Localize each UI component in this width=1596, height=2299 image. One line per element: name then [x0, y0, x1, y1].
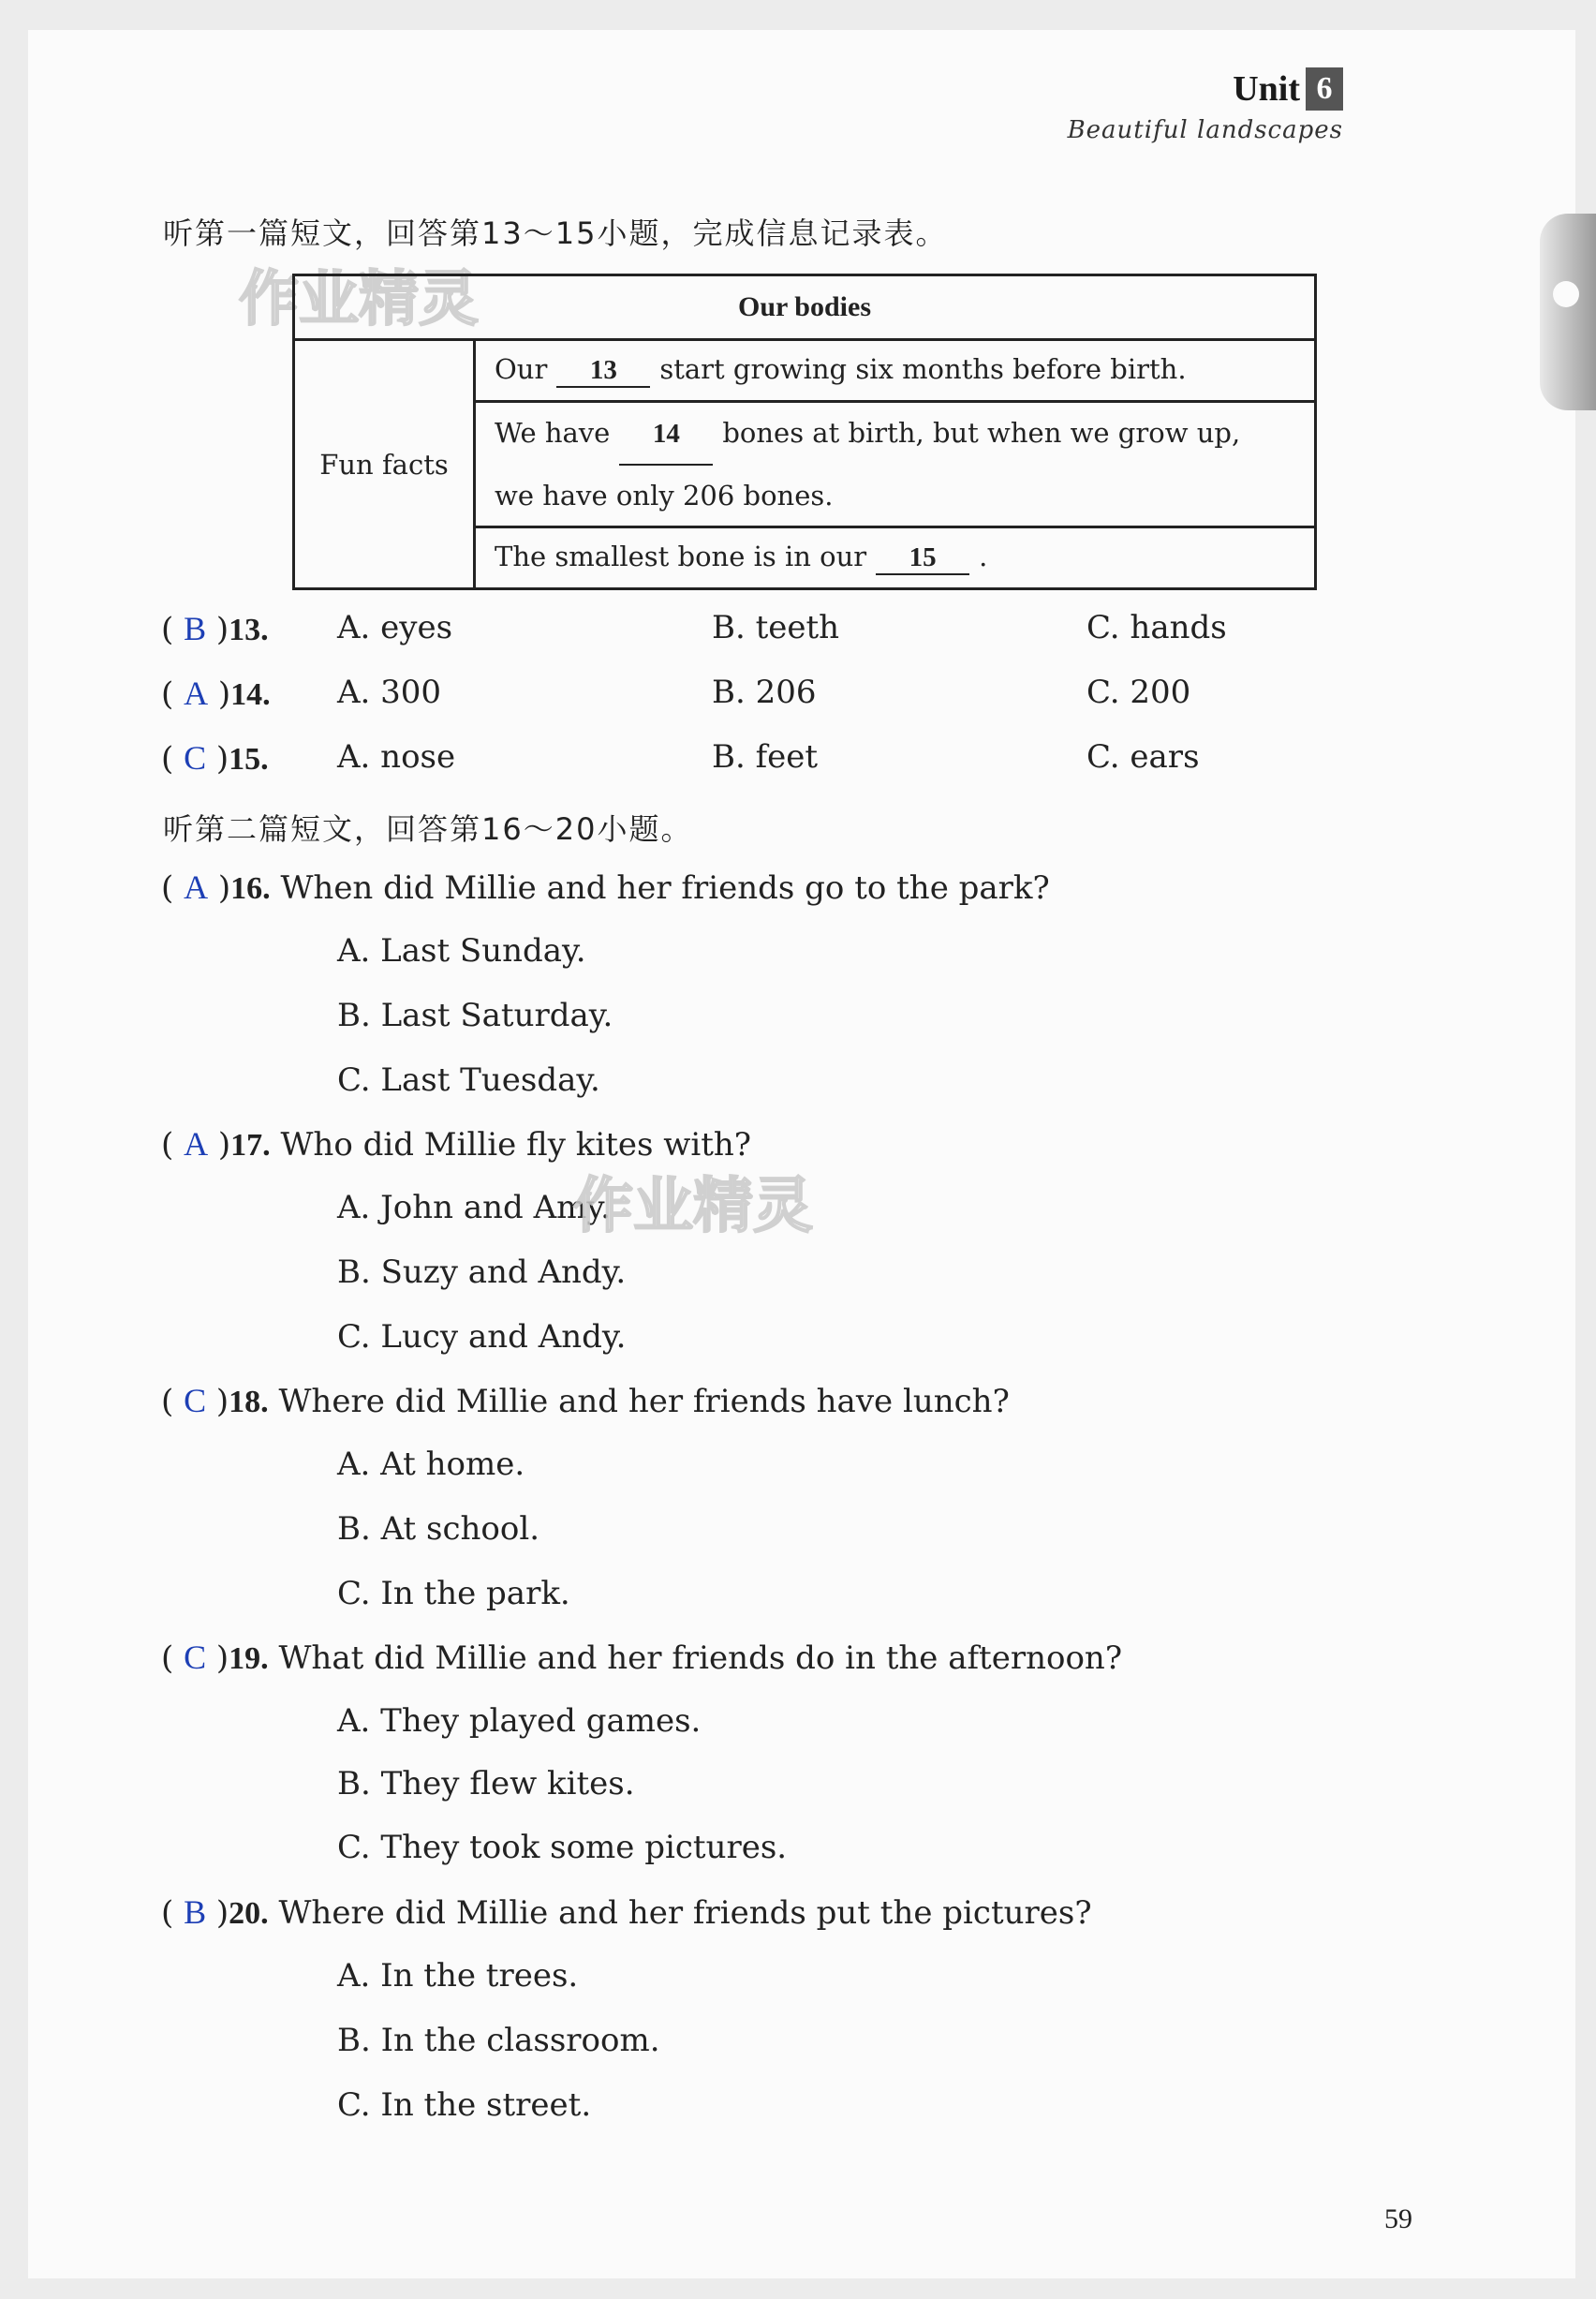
blank-14: 14 [619, 404, 713, 466]
question-17-text: Who did Millie fly kites with? [280, 1126, 752, 1164]
question-17: ( A )17. Who did Millie fly kites with? [161, 1125, 752, 1164]
option-13a: A. eyes [337, 609, 453, 646]
answer-14: A [184, 675, 209, 712]
option-20b: B. In the classroom. [337, 2022, 660, 2059]
unit-label: Unit [1233, 69, 1300, 109]
option-15c: C. ears [1086, 738, 1200, 776]
unit-number-badge: 6 [1306, 67, 1343, 111]
option-19c: C. They took some pictures. [337, 1829, 788, 1866]
option-16a: A. Last Sunday. [337, 932, 586, 970]
question-19-text: What did Millie and her friends do in the afternoon? [278, 1639, 1123, 1677]
answer-13: B [184, 610, 207, 647]
answer-16: A [184, 868, 209, 906]
section1-instruction: 听第一篇短文，回答第13～15小题，完成信息记录表。 [163, 215, 948, 251]
option-18a: A. At home. [337, 1446, 525, 1483]
answer-15: C [184, 739, 207, 777]
option-15a: A. nose [337, 738, 456, 776]
table-row-label: Fun facts [294, 340, 475, 589]
unit-subtitle: Beautiful landscapes [1067, 116, 1343, 144]
answer-17: A [184, 1125, 209, 1163]
watermark-middle: 作业精灵 [573, 1172, 813, 1241]
table-row-1: Our 13 start growing six months before birth. [475, 340, 1316, 402]
option-14b: B. 206 [712, 674, 817, 711]
question-18: ( C )18. Where did Millie and her friends have lunch? [161, 1382, 1010, 1420]
question-13: ( B )13. [161, 610, 269, 648]
answer-19: C [184, 1639, 207, 1676]
unit-header [1068, 67, 1343, 144]
table-title: Our bodies [294, 275, 1316, 340]
option-16c: C. Last Tuesday. [337, 1061, 600, 1099]
question-16-text: When did Millie and her friends go to the park? [280, 869, 1050, 907]
option-13c: C. hands [1086, 609, 1227, 646]
question-15: ( C )15. [161, 739, 269, 778]
option-18b: B. At school. [337, 1510, 540, 1548]
question-16: ( A )16. When did Millie and her friends go to the park? [161, 868, 1050, 907]
section2-instruction: 听第二篇短文，回答第16～20小题。 [163, 811, 693, 847]
blank-13: 13 [556, 355, 650, 388]
question-18-text: Where did Millie and her friends have lunch? [278, 1383, 1010, 1420]
side-decoration [1540, 214, 1596, 410]
option-14c: C. 200 [1086, 674, 1191, 711]
option-20a: A. In the trees. [337, 1957, 579, 1995]
question-20: ( B )20. Where did Millie and her friends put the pictures? [161, 1893, 1092, 1932]
question-19: ( C )19. What did Millie and her friends do in the afternoon? [161, 1639, 1123, 1677]
side-decoration-swirl [1553, 281, 1579, 307]
option-19b: B. They flew kites. [337, 1765, 635, 1802]
answer-18: C [184, 1382, 207, 1419]
option-19a: A. They played games. [337, 1702, 702, 1740]
option-18c: C. In the park. [337, 1575, 570, 1612]
question-20-text: Where did Millie and her friends put the pictures? [278, 1894, 1092, 1932]
option-13b: B. teeth [712, 609, 840, 646]
question-14: ( A )14. [161, 675, 271, 713]
answer-20: B [184, 1893, 207, 1931]
option-16b: B. Last Saturday. [337, 997, 613, 1034]
option-14a: A. 300 [337, 674, 442, 711]
table-row-2: We have 14 bones at birth, but when we grow up, we have only 206 bones. [475, 402, 1316, 527]
option-17c: C. Lucy and Andy. [337, 1318, 627, 1356]
info-table [292, 274, 1317, 590]
option-17b: B. Suzy and Andy. [337, 1253, 627, 1291]
page-number: 59 [1384, 2203, 1412, 2234]
watermark-top: 作业精灵 [239, 265, 479, 334]
option-17a: A. John and Amy. [337, 1189, 611, 1226]
option-20c: C. In the street. [337, 2086, 592, 2124]
blank-15: 15 [876, 542, 969, 575]
option-15b: B. feet [712, 738, 819, 776]
table-row-3: The smallest bone is in our 15 . [475, 527, 1316, 589]
